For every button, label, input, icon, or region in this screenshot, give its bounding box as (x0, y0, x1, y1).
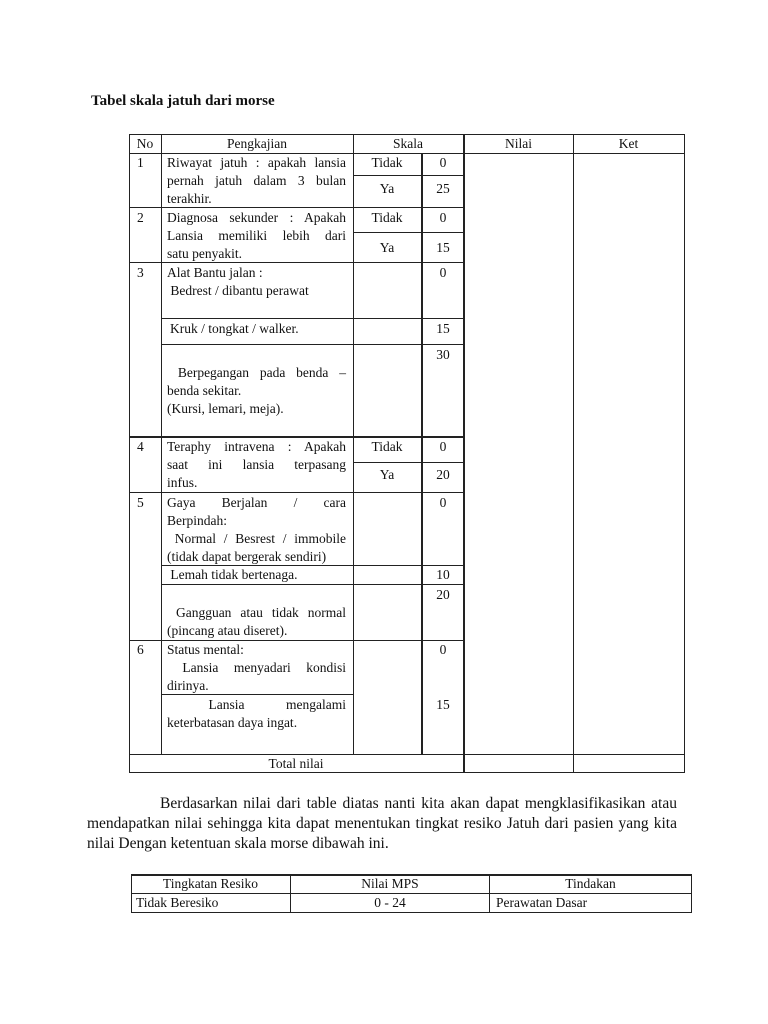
option-label: Ya (379, 181, 395, 196)
body-paragraph: Berdasarkan nilai dari table diatas nanti kita akan dapat mengklasifikasikan atau mendapatkan nilai sehingga kita dapat menentukan tingkat resiko Jatuh dari pasien yang kita nilai Dengan ketentuan skala morse dibawah ini. (87, 795, 677, 852)
option-label: Tidak (371, 155, 403, 170)
row-number: 1 (137, 155, 144, 170)
risk-action: Perawatan Dasar (496, 895, 588, 910)
option-score: 15 (436, 321, 450, 336)
row-number: 3 (137, 265, 144, 280)
option-score: 0 (439, 495, 447, 510)
header-pengkajian: Pengkajian (227, 136, 287, 151)
option-score: 0 (439, 210, 447, 225)
risk-header-action: Tindakan (565, 876, 616, 891)
row-number: 6 (137, 642, 144, 657)
header-ket: Ket (618, 136, 639, 151)
assessment-text: Kruk / tongkat / walker. (170, 321, 299, 336)
option-label: Ya (379, 240, 395, 255)
option-score: 20 (436, 587, 450, 602)
header-nilai: Nilai (505, 136, 532, 151)
total-label: Total nilai (268, 756, 324, 771)
option-score: 20 (436, 467, 450, 482)
row-number: 2 (137, 210, 144, 225)
row-number: 5 (137, 495, 144, 510)
risk-header-mps: Nilai MPS (361, 876, 419, 891)
option-label: Ya (379, 467, 395, 482)
header-skala: Skala (393, 136, 423, 151)
risk-header-level: Tingkatan Resiko (162, 876, 259, 891)
assessment-text: Lansia mengalami keterbatasan daya ingat. (167, 697, 346, 730)
option-label: Tidak (371, 210, 403, 225)
assessment-text: Berpegangan pada benda – benda sekitar. (Kursi, lemari, meja). (167, 365, 346, 416)
row-number: 4 (137, 439, 144, 454)
page-title: Tabel skala jatuh dari morse (91, 93, 275, 109)
assessment-text: Bedrest / dibantu perawat (167, 283, 309, 298)
assessment-text: Diagnosa sekunder : Apakah Lansia memiliki lebih dari satu penyakit. (167, 210, 346, 261)
risk-mps-range: 0 - 24 (374, 895, 406, 910)
risk-level: Tidak Beresiko (136, 895, 219, 910)
option-label: Tidak (371, 439, 403, 454)
option-score: 0 (439, 155, 447, 170)
option-score: 0 (439, 642, 447, 657)
assessment-text: Teraphy intravena : Apakah saat ini lansia terpasang infus. (167, 439, 346, 490)
assessment-text: Gangguan atau tidak normal (pincang atau diseret). (167, 605, 346, 638)
assessment-text: Gaya Berjalan / cara Berpindah: Normal / Besrest / immobile (tidak dapat bergerak sendiri) (167, 495, 346, 564)
option-score: 25 (436, 181, 450, 196)
option-score: 30 (436, 347, 450, 362)
header-no: No (136, 136, 154, 151)
option-score: 15 (436, 697, 450, 712)
option-score: 10 (436, 567, 450, 582)
option-score: 0 (439, 265, 447, 280)
assessment-text: Riwayat jatuh : apakah lansia pernah jatuh dalam 3 bulan terakhir. (167, 155, 346, 206)
assessment-text: Status mental: Lansia menyadari kondisi dirinya. (167, 642, 346, 693)
option-score: 0 (439, 439, 447, 454)
assessment-text: Alat Bantu jalan : (167, 265, 263, 280)
option-score: 15 (436, 240, 450, 255)
assessment-text: Lemah tidak bertenaga. (167, 567, 298, 582)
